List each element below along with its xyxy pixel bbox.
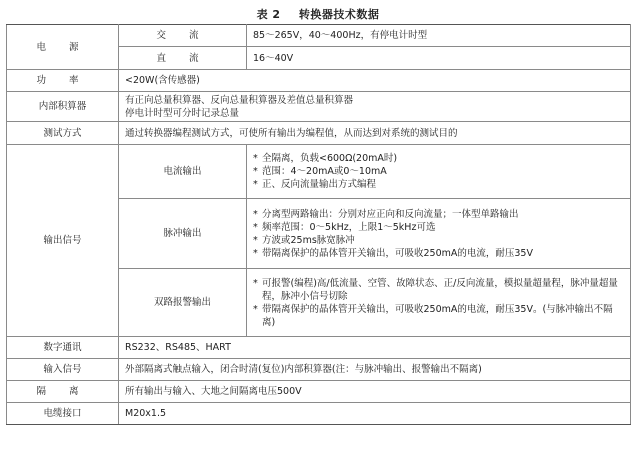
row-label-power-supply	[7, 25, 119, 70]
table-title: 转换器技术数据	[298, 8, 380, 21]
row-label-comm: 数字通讯	[7, 337, 119, 359]
current-item-3: 正、反向流量输出方式编程	[262, 179, 377, 190]
sublabel-pulse-output: 脉冲输出	[119, 199, 247, 269]
value-isolation: 所有输出与输入、大地之间隔离电压500V	[119, 381, 631, 403]
list-item: * 带隔离保护的晶体管开关输出，可吸收250mA的电流，耐压35V	[253, 247, 533, 259]
value-alarm-output	[247, 269, 631, 337]
current-item-2: 范围：4～20mA或0～10mA	[262, 166, 387, 177]
value-power: <20W(含传感器)	[119, 70, 631, 92]
row-label-output-signal: 输出信号	[7, 145, 119, 337]
alarm-item-2: 带隔离保护的晶体管开关输出，可吸收250mA的电流，耐压35V。(与脉冲输出不隔离)	[262, 303, 613, 328]
value-input-signal: 外部隔离式触点输入，闭合时清(复位)内部积算器(注：与脉冲输出、报警输出不隔离)	[119, 359, 631, 381]
table-row-totalizer	[7, 92, 631, 122]
row-label-input-signal: 输入信号	[7, 359, 119, 381]
pulse-item-4: 带隔离保护的晶体管开关输出，可吸收250mA的电流，耐压35V	[262, 247, 533, 259]
sublabel-ac	[119, 25, 247, 47]
value-ac: 85～265V，40～400Hz，有停电计时型	[247, 25, 631, 47]
sublabel-alarm-output: 双路报警输出	[119, 269, 247, 337]
row-label-power	[7, 70, 119, 92]
list-item: * 方波或25ms脉宽脉冲	[253, 234, 355, 246]
table-caption	[0, 6, 636, 22]
list-item: * 可报警(编程)高/低流量、空管、故障状态、正/反向流量，模拟量超量程，脉冲量超量程，脉冲小信号切除	[253, 277, 618, 302]
table-row-cable	[7, 403, 631, 425]
table-row-current-output	[7, 145, 631, 199]
list-item: * 全隔离，负载<600Ω(20mA时)	[253, 153, 398, 164]
value-totalizer	[119, 92, 631, 122]
totalizer-line-1: 有正向总量积算器、反向总量积算器及差值总量积算器	[125, 94, 354, 106]
list-item: * 分离型两路输出：分别对应正向和反向流量；一体型单路输出	[253, 208, 519, 220]
row-label-totalizer: 内部积算器	[7, 92, 119, 122]
row-label-cable: 电缆接口	[7, 403, 119, 425]
pulse-item-1: 分离型两路输出：分别对应正向和反向流量；一体型单路输出	[262, 208, 519, 220]
power-label: 功 率	[36, 75, 89, 86]
spec-table	[6, 24, 631, 425]
table-row-test-mode	[7, 122, 631, 145]
row-label-test-mode: 测试方式	[7, 122, 119, 145]
pulse-item-3: 方波或25ms脉宽脉冲	[262, 234, 355, 246]
ac-label: 交 流	[156, 30, 209, 41]
value-comm: RS232、RS485、HART	[119, 337, 631, 359]
row-label-isolation	[7, 381, 119, 403]
value-pulse-output	[247, 199, 631, 269]
table-row-power-ac	[7, 25, 631, 47]
table-number: 表 2	[256, 8, 281, 21]
value-test-mode: 通过转换器编程测试方式，可使所有输出为编程值，从而达到对系统的测试目的	[119, 122, 631, 145]
isolation-label: 隔 离	[36, 386, 89, 397]
current-item-1: 全隔离，负载<600Ω(20mA时)	[262, 153, 398, 164]
list-item: * 频率范围：0～5kHz，上限1～5kHz可选	[253, 221, 436, 233]
value-cable: M20x1.5	[119, 403, 631, 425]
dc-label: 直 流	[156, 52, 209, 64]
list-item: * 带隔离保护的晶体管开关输出，可吸收250mA的电流，耐压35V。(与脉冲输出不隔离)	[253, 303, 613, 328]
value-dc: 16～40V	[247, 47, 631, 70]
sublabel-dc	[119, 47, 247, 70]
table-row-isolation	[7, 381, 631, 403]
value-current-output	[247, 145, 631, 199]
pulse-item-2: 频率范围：0～5kHz，上限1～5kHz可选	[262, 221, 436, 233]
table-row-input-signal	[7, 359, 631, 381]
power-supply-label: 电 源	[36, 41, 89, 53]
list-item: * 正、反向流量输出方式编程	[253, 179, 377, 190]
table-row-power-rating	[7, 70, 631, 92]
totalizer-line-2: 停电计时型可分时记录总量	[125, 107, 240, 119]
alarm-item-1: 可报警(编程)高/低流量、空管、故障状态、正/反向流量，模拟量超量程，脉冲量超量程，脉冲小信号切除	[262, 277, 618, 302]
list-item: * 范围：4～20mA或0～10mA	[253, 166, 387, 177]
table-row-comm	[7, 337, 631, 359]
sublabel-current-output: 电流输出	[119, 145, 247, 199]
